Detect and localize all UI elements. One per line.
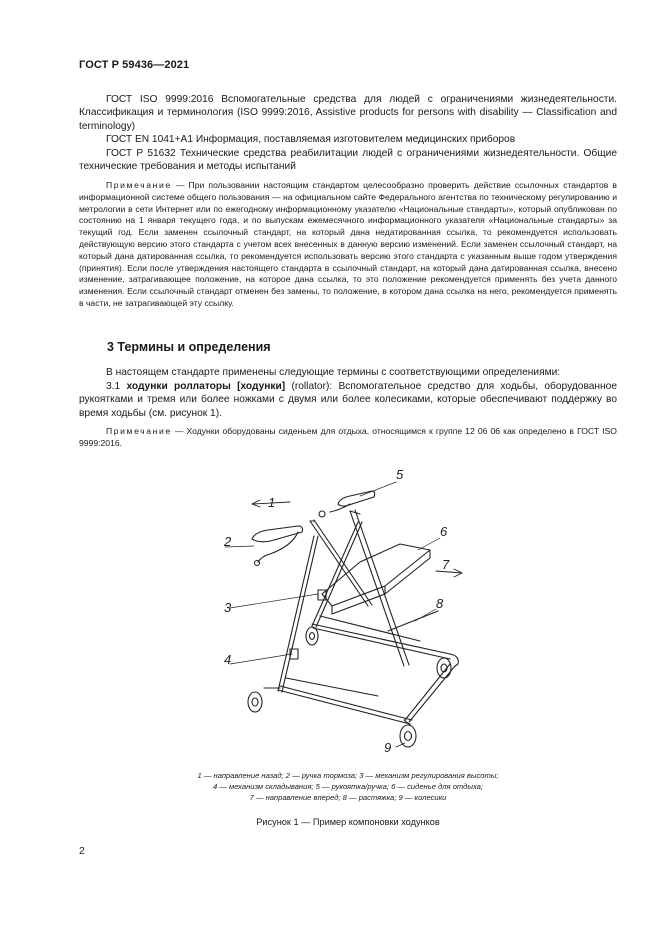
note-references bbox=[79, 180, 617, 310]
base-rail bbox=[409, 666, 455, 722]
note-label: Примечание bbox=[106, 426, 172, 436]
document-header: ГОСТ Р 59436—2021 bbox=[79, 59, 190, 71]
callout-label: 3 bbox=[224, 600, 232, 615]
term-number: 3.1 bbox=[106, 381, 127, 392]
base-rail bbox=[313, 628, 450, 659]
callout-label: 5 bbox=[396, 467, 404, 482]
base-rail bbox=[312, 624, 450, 654]
callout-label: 1 bbox=[268, 495, 276, 510]
note-text: — Ходунки оборудованы сиденьем для отдыха, относящимся к группе 12 06 06 как определено в ГОСТ ISO 9999:2016. bbox=[79, 426, 617, 448]
callout-label: 7 bbox=[442, 557, 450, 572]
wheel-hub bbox=[405, 732, 412, 741]
callout-label: 4 bbox=[224, 652, 232, 667]
figure-legend-line: 4 — механизм складывания; 5 — рукоятка/ручка; 6 — сиденье для отдыха; bbox=[213, 782, 483, 791]
callout-label: 6 bbox=[440, 524, 448, 539]
brake-knob bbox=[255, 561, 260, 566]
left-handle-grip bbox=[252, 526, 303, 542]
left-front-leg bbox=[278, 536, 314, 691]
wheel bbox=[400, 725, 416, 747]
page-number: 2 bbox=[79, 845, 85, 857]
wheel bbox=[248, 692, 262, 712]
term-definition bbox=[79, 380, 617, 420]
base-rail bbox=[280, 686, 412, 720]
brake-knob bbox=[319, 511, 325, 517]
reference-item: ГОСТ ISO 9999:2016 Вспомогательные средства для людей с ограничениями жизнедеятельности. Классификация и терминология (ISO 9999:2016, Assistive products for persons with disability — Classification and terminology) bbox=[79, 94, 617, 132]
term-text: (rollator): Вспомогательное средство для ходьбы, оборудованное рукоятками и тремя или более ножками с двумя или более колесиками, которые обеспечивают поддержку во время ходьбы (см. рисунок 1). bbox=[79, 381, 617, 419]
leader-line bbox=[418, 538, 440, 550]
section-heading: 3 Термины и определения bbox=[107, 340, 271, 354]
callout-label: 8 bbox=[436, 596, 444, 611]
term-name: ходунки роллаторы [ходунки] bbox=[126, 381, 286, 392]
rollator-figure bbox=[200, 466, 500, 761]
figure-legend-line: 1 — направление назад; 2 — ручка тормоза; 3 — механизм регулирования высоты; bbox=[197, 771, 499, 780]
stretcher bbox=[388, 611, 438, 631]
note-text: — При пользовании настоящим стандартом целесообразно проверить действие ссылочных стандартов в информационной системе общего пользования — на официальном сайте Федерального агентства по техническому регулированию и метрологии в сети Интернет или по ежегодному информационному указателю «Национальные стандарты», который опубликован по состоянию на 1 января текущего года, и по выпускам ежемесячного информационного указателя «Национальные стандарты» за текущий год. Если заменен ссылочный стандарт, на который дана недатированная ссылка, то рекомендуется использовать действующую версию этого стандарта с учетом всех внесенных в данную версию изменений. Если заменен ссылочный стандарт, на который дана датированная ссылка, то рекомендуется использовать версию этого стандарта с указанным выше годом утверждения (принятия). Если после утверждения настоящего стандарта в ссылочный стандарт, на который дана датированная ссылка, внесено изменение, затрагивающее положение, на которое дана ссылка, то это положение рекомендуется применять без учета данного изменения. Если ссылочный стандарт отменен без замены, то положение, в котором дана ссылка на него, рекомендуется применять в части, не затрагивающей эту ссылку. bbox=[79, 180, 617, 308]
right-handle-grip bbox=[338, 491, 375, 506]
wheel-hub bbox=[252, 698, 258, 706]
note-rollator bbox=[79, 426, 617, 450]
figure-legend-line: 7 — направление вперед; 8 — растяжка; 9 — колесики bbox=[249, 793, 447, 802]
reference-item: ГОСТ EN 1041+A1 Информация, поставляемая изготовителем медицинских приборов bbox=[106, 134, 516, 145]
brake-lever bbox=[258, 532, 298, 562]
leader-lines bbox=[225, 482, 440, 747]
leader-line bbox=[230, 594, 318, 608]
cross-brace bbox=[286, 678, 378, 696]
reference-item: ГОСТ Р 51632 Технические средства реабилитации людей с ограничениями жизнедеятельности. Общие технические требования и методы испытаний bbox=[79, 148, 617, 173]
seat-edge bbox=[332, 550, 430, 614]
callout-label: 9 bbox=[384, 740, 392, 755]
figure-caption: Рисунок 1 — Пример компоновки ходунков bbox=[256, 817, 440, 827]
base-rail bbox=[278, 690, 410, 724]
wheel bbox=[437, 658, 451, 678]
left-back-frame bbox=[310, 521, 368, 606]
wheel bbox=[306, 627, 318, 645]
wheel-hub bbox=[310, 633, 315, 640]
base-corner bbox=[450, 654, 458, 666]
leader-line bbox=[360, 482, 396, 496]
leader-line bbox=[415, 609, 436, 621]
left-front-leg bbox=[282, 536, 318, 692]
note-label: Примечание bbox=[106, 180, 172, 190]
section-intro: В настоящем стандарте применены следующие термины с соответствующими определениями: bbox=[106, 367, 561, 378]
callout-label: 2 bbox=[224, 534, 232, 549]
leader-line bbox=[230, 654, 292, 664]
